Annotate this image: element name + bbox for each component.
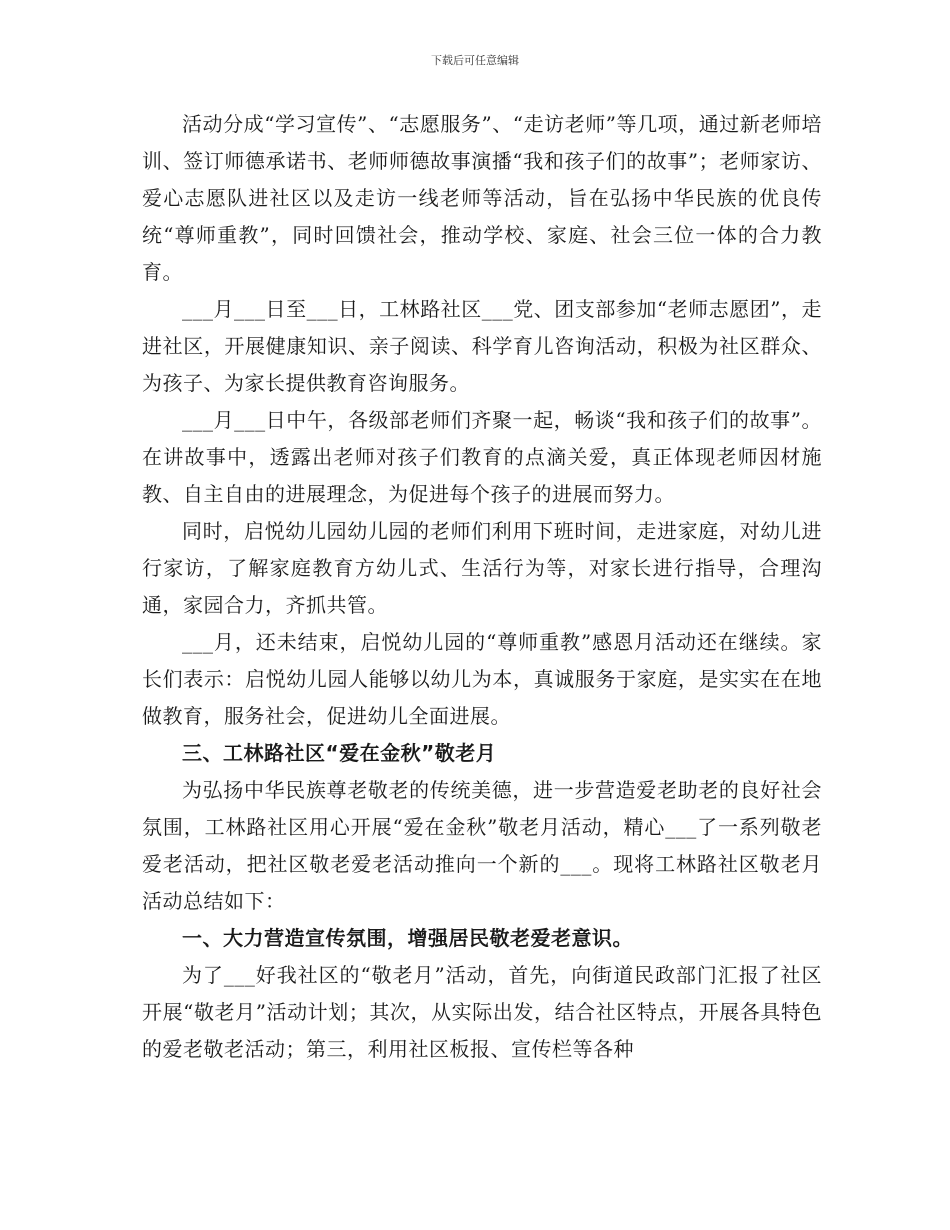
section-heading-elder-month: 三、工林路社区“爱在金秋”敬老月 <box>182 741 497 765</box>
paragraph-elder-month-intro: 为弘扬中华民族尊老敬老的传统美德，进一步营造爱老助老的良好社会氛围，工林路社区用心开展“爱在金秋”敬老月活动，精心___了一系列敬老爱老活动，把社区敬老爱老活动推向一个新的___。现将工林路社区敬老月活动总结如下： <box>142 778 822 913</box>
paragraph-volunteer-team: ___月___日至___日，工林路社区___党、团支部参加“老师志愿团”，走进社区，开展健康知识、亲子阅读、科学育儿咨询活动，积极为社区群众、为孩子、为家长提供教育咨询服务。 <box>142 297 822 395</box>
paragraph-gratitude-month: ___月，还未结束，启悦幼儿园的“尊师重教”感恩月活动还在继续。家长们表示：启悦幼儿园人能够以幼儿为本，真诚服务于家庭，是实实在在地做教育，服务社会，促进幼儿全面进展。 <box>142 630 822 728</box>
paragraph-activities: 活动分成“学习宣传”、“志愿服务”、“走访老师”等几项，通过新老师培训、签订师德承诺书、老师师德故事演播“我和孩子们的故事”；老师家访、爱心志愿队进社区以及走访一线老师等活动，旨在弘扬中华民族的优良传统“尊师重教”，同时回馈社会，推动学校、家庭、社会三位一体的合力教育。 <box>142 112 822 284</box>
paragraph-home-visits: 同时，启悦幼儿园幼儿园的老师们利用下班时间，走进家庭，对幼儿进行家访，了解家庭教育方幼儿式、生活行为等，对家长进行指导，合理沟通，家园合力，齐抓共管。 <box>142 519 822 617</box>
paragraph-stories: ___月___日中午，各级部老师们齐聚一起，畅谈“我和孩子们的故事”。在讲故事中，透露出老师对孩子们教育的点滴关爱，真正体现老师因材施教、自主自由的进展理念，为促进每个孩子的进展而努力。 <box>142 408 822 506</box>
subsection-heading-publicity: 一、大力营造宣传氛围，增强居民敬老爱老意识。 <box>182 926 633 950</box>
paragraph-publicity: 为了___好我社区的“敬老月”活动，首先，向街道民政部门汇报了社区开展“敬老月”活动计划；其次，从实际出发，结合社区特点，开展各具特色的爱老敬老活动；第三，利用社区板报、宣传栏等各种 <box>142 963 822 1061</box>
page-header: 下载后可任意编辑 <box>431 54 519 67</box>
document-body <box>142 106 822 1068</box>
